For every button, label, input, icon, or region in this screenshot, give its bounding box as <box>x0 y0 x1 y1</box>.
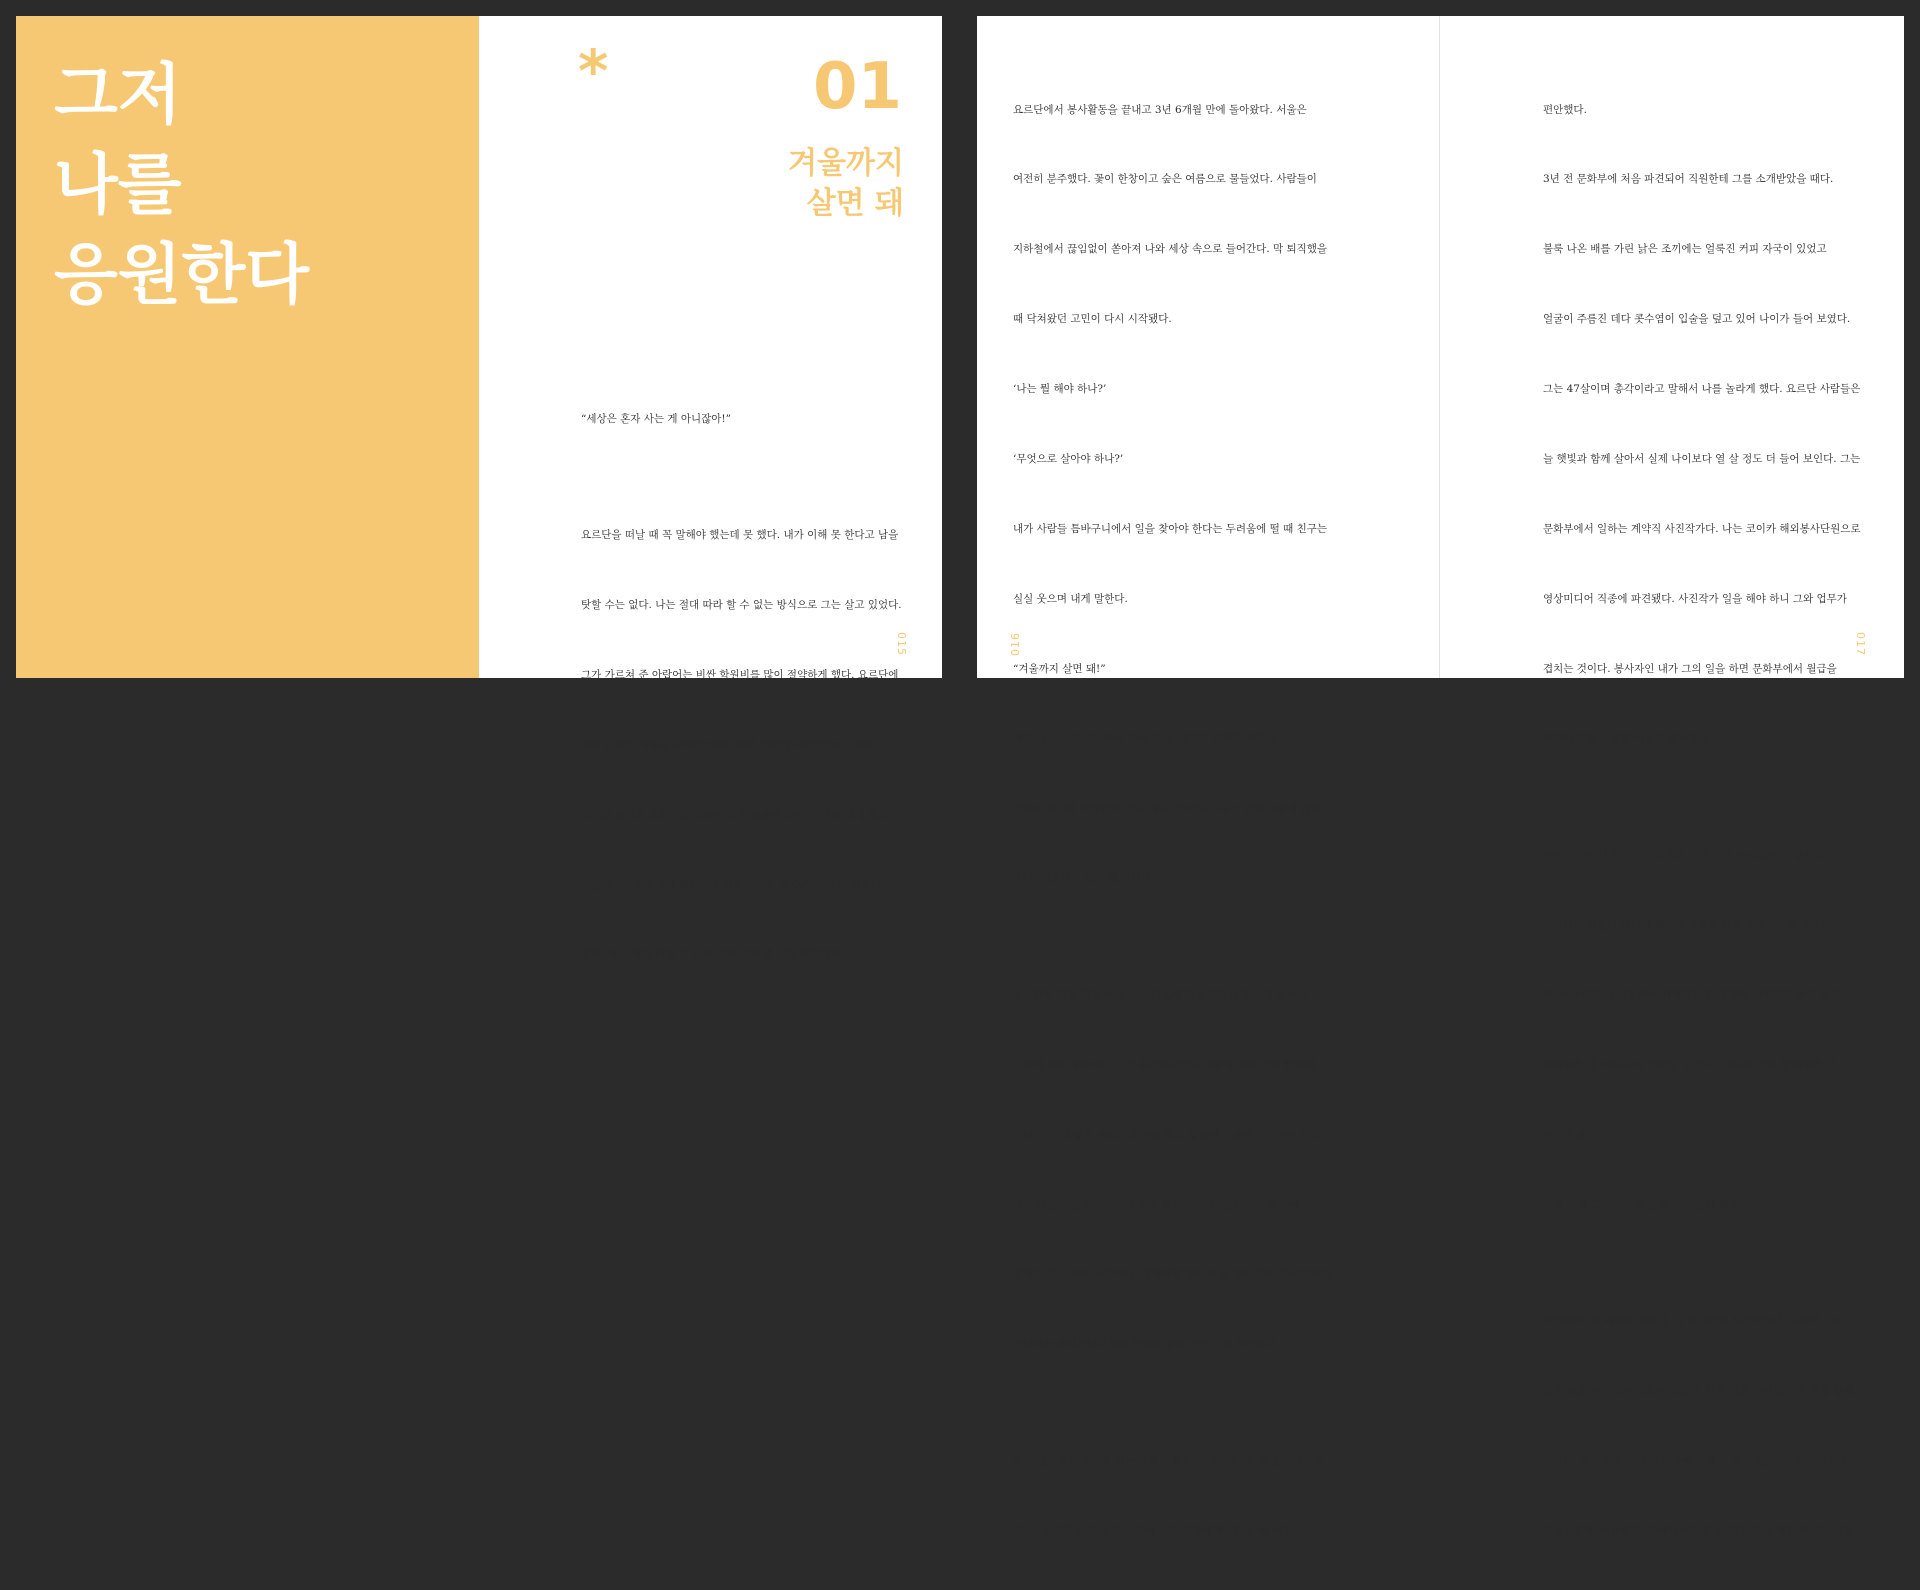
text-line: 3년 전 문화부에 처음 파견되어 직원한테 그를 소개받았을 때다. <box>1543 173 1834 186</box>
cover-panel <box>16 16 479 678</box>
text-line: 나는 한국에서 전문 사진작가로 일한 것은 아니었지만, 방송국 <box>1543 849 1824 862</box>
cover-title-line: 그저 <box>54 56 182 133</box>
text-line: 그가 가르쳐 준 아랍어는 비싼 학원비를 많이 절약하게 했다. 요르단에 <box>581 668 899 681</box>
text-line: 편안했다. <box>1543 103 1587 116</box>
text-line: 일을 처음 시작하는 나를 이끌었다. 사진 찍을 일이 있으면 항상 함께 <box>1543 1384 1854 1397</box>
text-line: “세상은 혼자 사는 게 아니잖아!” <box>581 412 732 425</box>
text-line: 탓할 수는 없다. 나는 절대 따라 할 수 없는 방식으로 그는 살고 있었다. <box>581 598 902 611</box>
page-number: 017 <box>1854 632 1867 656</box>
cover-title-line: 응원한다 <box>54 236 310 313</box>
page-number: 016 <box>1009 632 1022 656</box>
text-line: 그도 다음 겨울을 기다리며 살고 있었다. 그는 술탄 사람들 속에 <box>1013 1198 1300 1211</box>
page-body-text <box>1543 52 1861 1590</box>
chapter-title <box>788 144 904 224</box>
page-017 <box>1440 16 1903 1537</box>
text-line: 입듯, 늘 똑같은 옷만 입고 다녀 나를 무장해제시켰다. 딱 봐도 <box>1013 1524 1294 1537</box>
text-line: 요르단은 겨울 한철 비가 오고 다음해 겨울까지 비가 오지 않는다. <box>1013 988 1311 1001</box>
text-line: 겹치는 것이다. 봉사자인 내가 그의 일을 하면 문화부에서 월급을 <box>1543 662 1837 675</box>
text-line: “겨울까지 살면 돼!” <box>1013 662 1106 675</box>
text-line: 기다리는 올리브나무처럼 단단한 삶을 사는 그런 친구였다. <box>1013 1338 1280 1351</box>
chapter-title-line: 겨울까지 <box>788 146 904 181</box>
text-line: 실실 웃으며 내게 말한다. <box>1013 592 1128 605</box>
text-line: 요르단에서 봉사활동을 끝내고 3년 6개월 만에 돌아왔다. 서울은 <box>1013 103 1307 116</box>
text-line: 다녔다. 특히 문화부 장관 행사에 함께 간 적이 많았다. 그때마다 나는 <box>1543 1454 1857 1467</box>
text-line: 얼굴이 주름진 데다 콧수염이 입술을 덮고 있어 나이가 들어 보였다. <box>1543 313 1851 326</box>
text-line: 친구를 남기고 요르단을 떠나는 것은 쓸쓸한 일이다. 그는 내게 많은 <box>581 808 889 821</box>
text-line: 나로 인해 그가 직장을 잃을 수도 있기 때문이다. <box>1543 1198 1763 1211</box>
chapter-body-text <box>581 361 902 1013</box>
right-spread <box>977 16 1904 1537</box>
text-line: 부담이 됐다. <box>1543 1128 1601 1141</box>
text-line: 내가 사람들 틈바구니에서 일을 찾아야 한다는 두려움에 떨 때 친구는 <box>1013 522 1328 535</box>
text-line: 독립 병정을 떠올리게 하는 그의 이름은 ‘아슈랍프’다. 병정이 제복을 <box>1013 1454 1324 1467</box>
text-line: 때 닥쳐왔던 고민이 다시 시작됐다. <box>1013 313 1172 326</box>
text-line: 지하철에서 끊임없이 쏟아져 나와 세상 속으로 들어간다. 막 퇴직했을 <box>1013 243 1328 256</box>
asterisk-icon: * <box>578 37 609 105</box>
text-line: 있지만 혼자 사는 사람이다. 경제관념 없어도 잘 살아간다. 묵묵히 비를 <box>1013 1268 1334 1281</box>
text-line: 것을 줬다. 특히 그가 편안하게 세상을 사는 모습은 내게 큰 선물이 <box>581 878 882 891</box>
page-body-text <box>1013 52 1334 1590</box>
text-line: 늘 햇빛과 함께 살아서 실제 나이보다 열 살 정도 더 들어 보인다. 그는 <box>1543 453 1861 466</box>
text-line: ‘아슈랍프’는 괘념치 않았다. 나 혼자만의 생각이었다. 오히려 그는 <box>1543 1315 1844 1328</box>
text-line: 출신이고 직종이 미디어 쪽이라 그들은 나를 전문가라고 생각한다. <box>1543 918 1844 931</box>
text-line: 와서 문화부 생활을 시작한 이래 3할은 그와의 시간이었다. 이런 <box>581 738 872 751</box>
text-line: 또 ‘아슈랍프’가 사용하는 카메라보다 내 것이 선명도가 높아 일부 <box>1543 988 1841 1001</box>
text-line: 요르단을 떠날 때 꼭 말해야 했는데 못 했다. 내가 이해 못 한다고 남을 <box>581 529 899 542</box>
text-line: 지금 나는 아무것도 하는 일이 없다. 내일도 뻔뻔한 하루다. <box>1013 732 1280 745</box>
chapter-opening-page <box>479 16 942 961</box>
page-016 <box>977 16 1440 1537</box>
text-line: 불룩 나온 배를 가린 낡은 조끼에는 얼룩진 커피 자국이 있었고 <box>1543 243 1827 256</box>
text-line: 영상미디어 직종에 파견됐다. 사진작가 일을 해야 하니 그와 업무가 <box>1543 592 1847 605</box>
text-line: 여전히 분주했다. 꽃이 한창이고 숲은 여름으로 물들었다. 사람들이 <box>1013 173 1317 186</box>
cover-title-line: 나를 <box>54 146 182 223</box>
text-line: 직원들은 내 사진을 더 선호할 수 있다. 그래서 그와 첫 대면은 큰 <box>1543 1058 1837 1071</box>
text-line: 됐다. 지금 내가 버틸 수 있는 것도 그가 준 선물 때문이다. <box>581 948 845 961</box>
cover-title <box>54 50 309 320</box>
text-line: ‘나는 뭘 해야 하나?’ <box>1013 383 1107 396</box>
text-line: 그는 47살이며 총각이라고 말해서 나를 놀라게 했다. 요르단 사람들은 <box>1543 383 1861 396</box>
text-line: 사막에 사는 양들이나 길가 올리브나무도 겨울에 내린 비로 한 해를 <box>1013 1058 1317 1071</box>
text-line: 산다. 친구의 삶도 메마르고 쓸쓸했다. 양들이 겨울을 기다리며 살듯, <box>1013 1128 1324 1141</box>
text-line: 조심스럽게 ‘아슈랍프’ 뒤에서 셔터를 눌렀다. 그가 찍은 사진은 다음 <box>1543 1524 1854 1537</box>
chapter-number: 01 <box>812 50 902 124</box>
chapter-title-line: 살면 돼 <box>806 186 904 221</box>
text-line: 문화부에서 일하는 계약직 사진작가다. 나는 코이카 해외봉사단원으로 <box>1543 522 1861 535</box>
text-line: ‘나도 겨울까지 살면 될 테니까’. <box>1013 872 1159 885</box>
page-number: 015 <box>895 632 908 656</box>
left-spread <box>16 16 942 961</box>
text-line: 일없는 시간과 마주앉아 있을 테니! 그래도 친구가 있어 두렵지 않다. <box>1013 802 1325 815</box>
text-line: 주면서 그를 고용할 이유가 없어진다. <box>1543 732 1712 745</box>
text-line: ‘무엇으로 살아야 하나?’ <box>1013 453 1124 466</box>
